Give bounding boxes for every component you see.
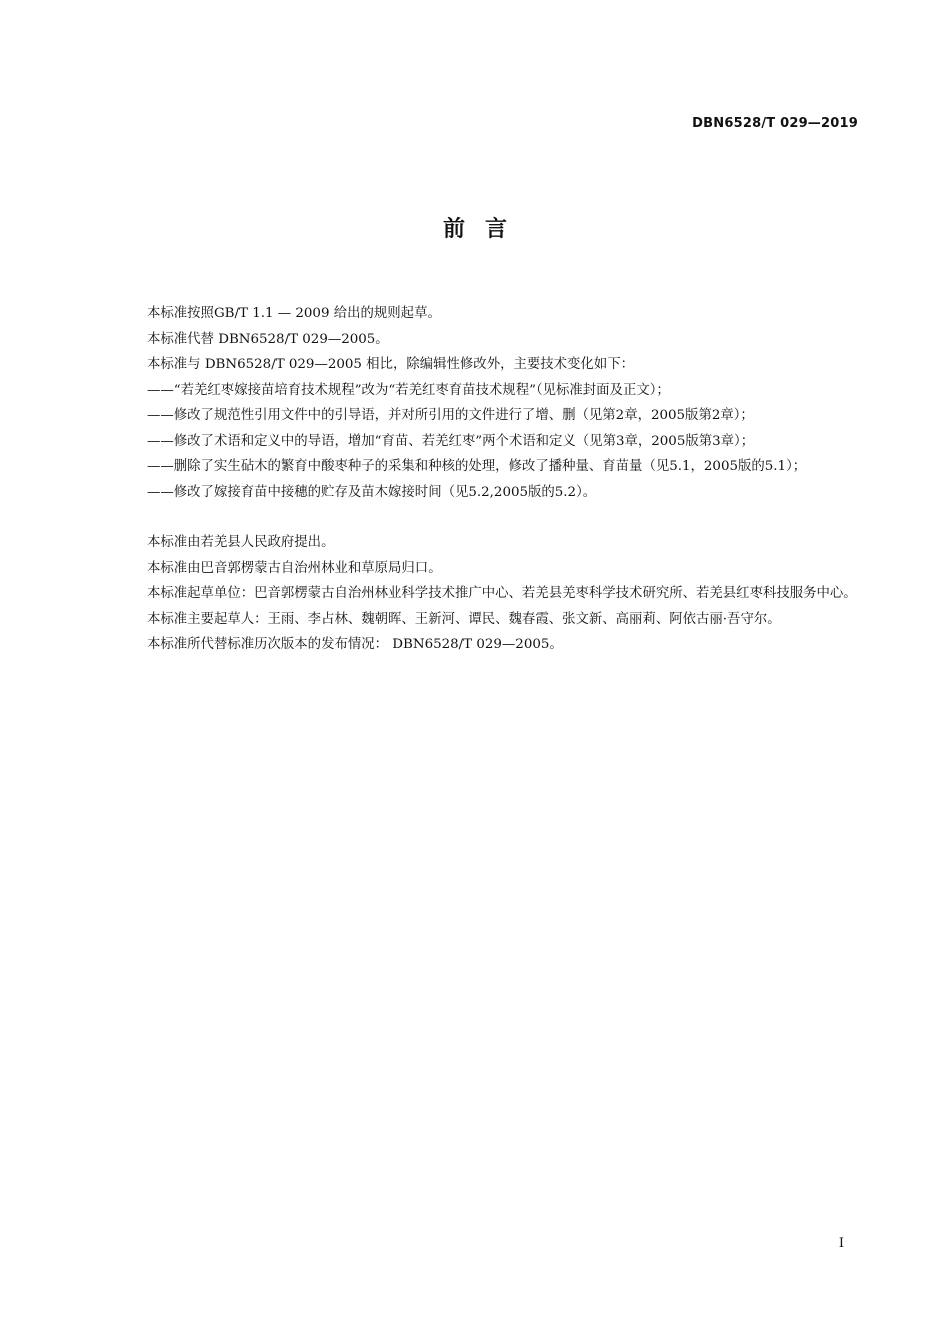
paragraph-replaces: 本标准代替 DBN6528/T 029—2005。 — [147, 331, 389, 347]
change-item-terms: ——修改了术语和定义中的导语，增加“育苗、若羌红枣”两个术语和定义（见第3章，2005版第3章）； — [147, 433, 755, 449]
change-item-title: ——“若羌红枣嫁接苗培育技术规程”改为“若羌红枣育苗技术规程”（见标准封面及正文）； — [147, 382, 670, 398]
change-item-grafting: ——修改了嫁接育苗中接穗的贮存及苗木嫁接时间（见5.2,2005版的5.2）。 — [147, 484, 597, 500]
change-item-rootstock: ——删除了实生砧木的繁育中酸枣种子的采集和种核的处理，修改了播种量、育苗量（见5.1，2005版的5.1）； — [147, 459, 807, 474]
paragraph-drafting-rules: 本标准按照GB/T 1.1 — 2009 给出的规则起草。 — [147, 306, 441, 321]
document-code: DBN6528/T 029—2019 — [692, 116, 858, 131]
paragraph-drafters: 本标准主要起草人：王雨、李占林、魏朝晖、王新河、谭民、魏春霞、张文新、高丽莉、阿依古丽·吾守尔。 — [147, 611, 781, 627]
paragraph-changes-intro: 本标准与 DBN6528/T 029—2005 相比，除编辑性修改外，主要技术变化如下： — [147, 357, 634, 372]
page-title: 前言 — [442, 217, 527, 242]
paragraph-administrator: 本标准由巴音郭楞蒙古自治州林业和草原局归口。 — [147, 560, 442, 576]
paragraph-previous-versions: 本标准所代替标准历次版本的发布情况： DBN6528/T 029—2005。 — [147, 637, 563, 652]
change-item-references: ——修改了规范性引用文件中的引导语，并对所引用的文件进行了增、删（见第2章，2005版第2章）； — [147, 408, 754, 423]
page-number: I — [838, 1236, 844, 1251]
section-spacer — [113, 505, 861, 530]
paragraph-drafting-units: 本标准起草单位：巴音郭楞蒙古自治州林业科学技术推广中心、若羌县羌枣科学技术研究所、若羌县红枣科技服务中心。 — [147, 586, 857, 601]
paragraph-proposer: 本标准由若羌县人民政府提出。 — [147, 535, 335, 550]
foreword-body — [113, 301, 861, 658]
